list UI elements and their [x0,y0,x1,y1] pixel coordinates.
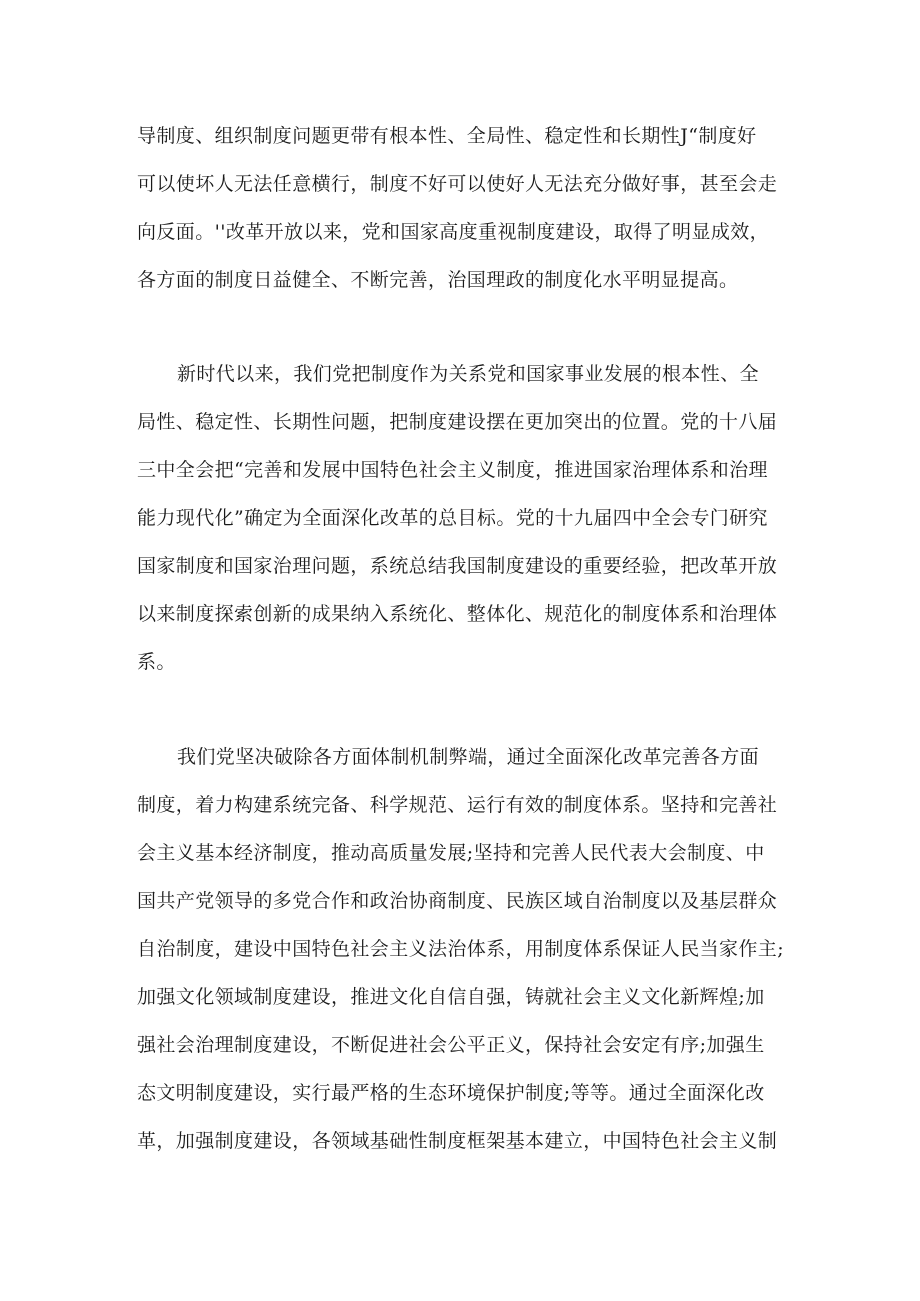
text-line: 能力现代化”确定为全面深化改革的总目标。党的十九届四中全会专门研究 [137,507,768,529]
text-line: 革，加强制度建设，各领域基础性制度框架基本建立，中国特色社会主义制 [137,1130,778,1152]
text-line: 国家制度和国家治理问题，系统总结我国制度建设的重要经验，把改革开放 [137,555,778,577]
text-line: 导制度、组织制度问题更带有根本性、全局性、稳定性和长期性J“制度好 [137,125,757,147]
text-line: 新时代以来，我们党把制度作为关系党和国家事业发展的根本性、全 [177,363,760,385]
text-line: 三中全会把“完善和发展中国特色社会主义制度，推进国家治理体系和治理 [137,459,768,481]
text-line: 系。 [137,651,176,673]
text-line: 自治制度，建设中国特色社会主义法治体系，用制度体系保证人民当家作主; [137,938,785,960]
text-line: 国共产党领导的多党合作和政治协商制度、民族区域自治制度以及基层群众 [137,890,778,912]
text-line: 各方面的制度日益健全、不断完善，治国理政的制度化水平明显提高。 [137,269,739,291]
paragraph-3 [137,733,802,1165]
text-line: 会主义基本经济制度，推动高质量发展;坚持和完善人民代表大会制度、中 [137,842,765,864]
text-line: 加强文化领域制度建设，推进文化自信自强，铸就社会主义文化新辉煌;加 [137,986,765,1008]
text-line: 以来制度探索创新的成果纳入系统化、整体化、规范化的制度体系和治理体 [137,603,778,625]
text-line: 局性、稳定性、长期性问题，把制度建设摆在更加突出的位置。党的十八届 [137,411,778,433]
text-line: 可以使坏人无法任意横行，制度不好可以使好人无法充分做好事，甚至会走 [137,173,778,195]
text-line: 制度，着力构建系统完备、科学规范、运行有效的制度体系。坚持和完善社 [137,794,778,816]
text-line: 我们党坚决破除各方面体制机制弊端，通过全面深化改革完善各方面 [177,746,760,768]
text-line: 强社会治理制度建设，不断促进社会公平正义，保持社会安定有序;加强生 [137,1034,765,1056]
paragraph-2 [137,350,802,686]
text-line: 态文明制度建设，实行最严格的生态环境保护制度;等等。通过全面深化改 [137,1082,765,1104]
text-line: 向反面。''改革开放以来，党和国家高度重视制度建设，取得了明显成效， [137,221,770,243]
paragraph-1 [137,112,802,304]
